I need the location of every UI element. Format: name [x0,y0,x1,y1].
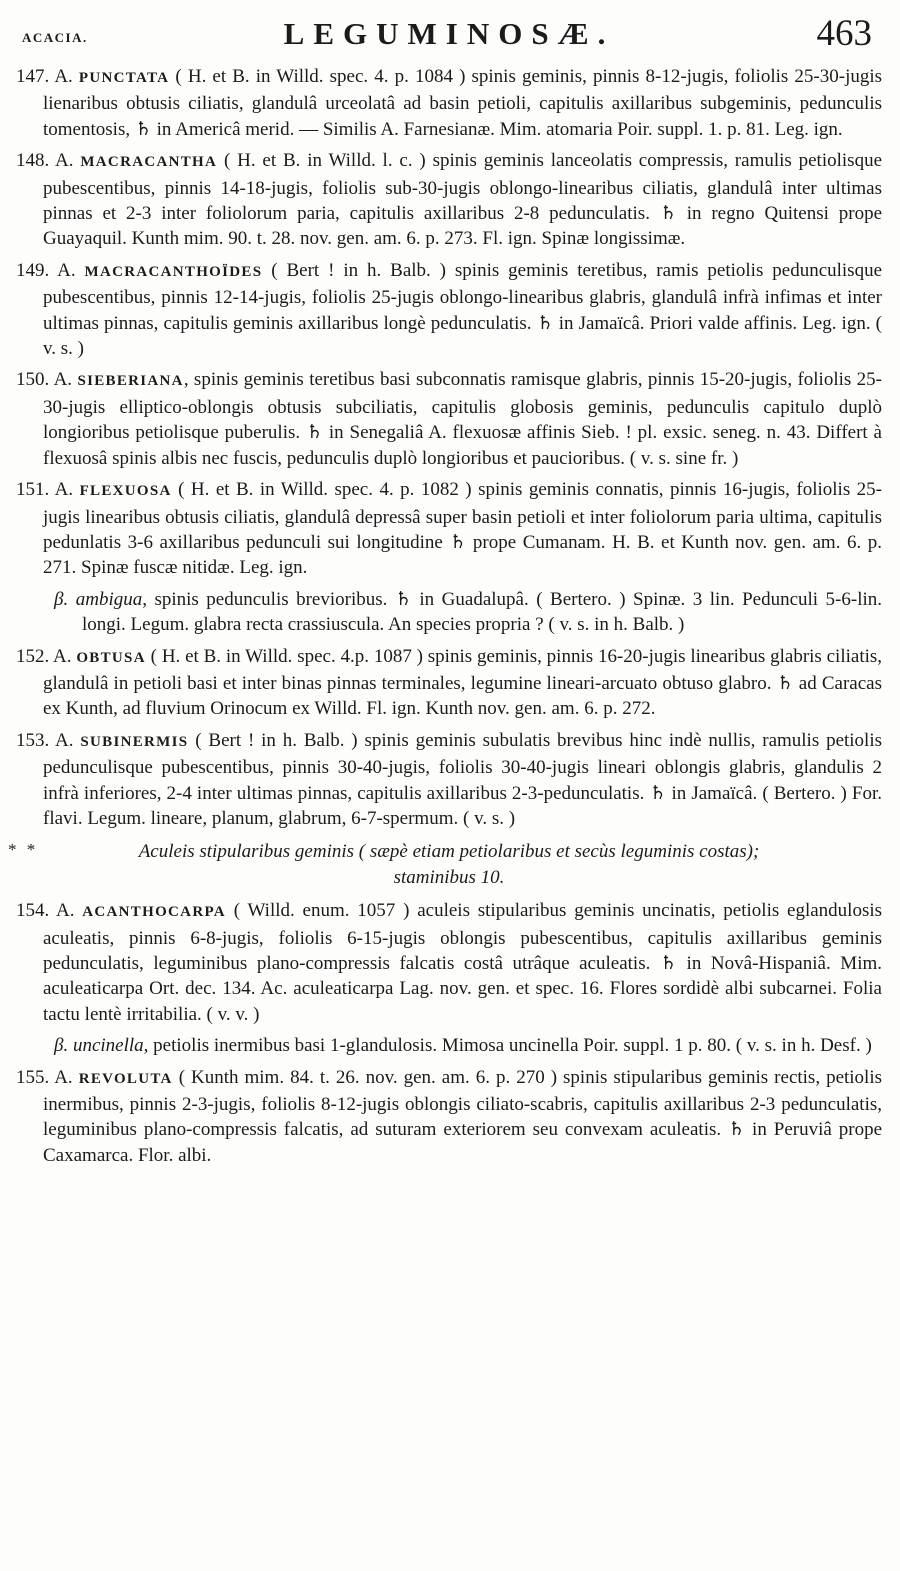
entry-number: 147. [16,66,50,87]
variant-entry-uncinella [16,1033,882,1058]
species-name: MACRACANTHA [80,154,218,171]
entry-number: 148. [16,150,50,172]
genus-abbrev: A. [56,900,75,922]
page-number: 463 [816,13,872,54]
entry-text: ( H. et B. in Willd. spec. 4.p. 1087 ) spinis geminis, pinnis 16-20-jugis linearibus glabris ciliatis, glandulâ in petioli basi et inter binas pinnas terminales, legumine lineari-arcuato obtuso glabro. ♄ ad Caracas ex Kunth, ad fluvium Orinocum ex Willd. Fl. ign. Kunth nov. gen. am. 6. p. 272. [43,645,883,720]
variant-entry-ambigua [16,587,882,638]
section-line-1: Aculeis stipularibus geminis ( sæpè etiam petiolaribus et secùs leguminis costas); [138,841,760,863]
species-entry-154 [16,898,882,1027]
genus-abbrev: A. [57,259,76,281]
entry-text: ( H. et B. in Willd. l. c. ) spinis geminis lanceolatis compressis, ramulis petiolisque pubescentibus, pinnis 14-18-jugis, foliolis sub-30-jugis oblongo-linearibus ciliatis, glandulâ inter ultimas pinnas et 2-3 inter foliolorum paria, capitulis axillaribus 2-8 pedunculatis. ♄ in regno Quitensi prope Guayaquil. Kunth mim. 90. t. 28. nov. gen. am. 6. p. 273. Fl. ign. Spinæ longissimæ. [43,150,883,250]
species-entry-148 [16,148,882,252]
entry-text: petiolis inermibus basi 1-glandulosis. Mimosa uncinella Poir. suppl. 1 p. 80. ( v. s. in h. Desf. ) [153,1035,872,1057]
entry-number: 151. [16,479,50,501]
entry-text: ( Bert ! in h. Balb. ) spinis geminis teretibus, ramis petiolis pedunculisque pubescentibus, pinnis 12-14-jugis, foliolis 25-jugis oblongo-linearibus glabris, glandulâ infrà infimas et inter ultimas pinnas, capitulis geminis axillaribus longè pedunculatis. ♄ in Jamaïcâ. Priori valde affinis. Leg. ign. ( v. s. ) [43,259,883,360]
variant-marker: β. [54,588,69,610]
species-entry-149 [16,258,882,362]
entry-text: ( H. et B. in Willd. spec. 4. p. 1084 ) spinis geminis, pinnis 8-12-jugis, foliolis 25-30-jugis lienaribus obtusis ciliatis, glandulâ urceolatâ ad basin petioli, capitulis axillaribus subgeminis, pedunculis tomentosis, ♄ in Americâ merid. — Similis A. Farnesianæ. Mim. atomaria Poir. suppl. 1. p. 81. Leg. ign. [43,66,883,140]
variant-name: ambigua, [75,588,147,610]
entry-text: spinis pedunculis brevioribus. ♄ in Guadalupâ. ( Bertero. ) Spinæ. 3 lin. Pedunculi 5-6-lin. longi. Legum. glabra recta crassiuscula. An species propria ? ( v. s. in h. Balb. ) [82,588,883,636]
entry-number: 153. [16,729,50,751]
entry-text: ( Kunth mim. 84. t. 26. nov. gen. am. 6. p. 270 ) spinis stipularibus geminis rectis, petiolis inermibus, pinnis 2-3-jugis, foliolis 8-12-jugis oblongis ciliato-scabris, capitulis axillaribus 2-3 pedunculatis, leguminibus plano-compressis falcatis, ad suturam exteriorem seu convexam aculeatis. ♄ in Peruviâ prope Caxamarca. Flor. albi. [43,1066,883,1166]
species-name: SUBINERMIS [80,733,189,750]
genus-abbrev: A. [55,150,74,172]
entry-number: 149. [16,259,50,281]
section-marker: * * [8,840,39,860]
entry-text: ( Bert ! in h. Balb. ) spinis geminis subulatis brevibus hinc indè nullis, ramulis petiolis pedunculisque pubescentibus, pinnis 30-40-jugis, foliolis 30-40-jugis lineari oblongis glabris, glandulis 2 infrà inferiores, 2-4 inter ultimas pinnas, capitulis axillaribus 2-3-pedunculatis. ♄ in Jamaïcâ. ( Bertero. ) For. flavi. Legum. lineare, planum, glabrum, 6-7-spermum. ( v. s. ) [43,729,883,829]
entry-number: 154. [16,900,50,922]
genus-abbrev: A. [55,729,74,751]
genus-abbrev: A. [54,1066,73,1088]
page-header [16,0,882,64]
species-entry-155 [16,1065,882,1169]
running-head: ACACIA. [22,30,88,45]
genus-abbrev: A. [53,645,72,667]
species-name: FLEXUOSA [79,483,172,500]
species-name: ACANTHOCARPA [82,904,226,921]
species-entry-150 [16,367,882,471]
entry-text: , spinis geminis teretibus basi subconnatis ramisque glabris, pinnis 15-20-jugis, foliolis 25-30-jugis elliptico-oblongis obtusis subciliatis, capitulis globosis geminis, pedunculis capitulo duplò longioribus petiolisque puberulis. ♄ in Senegaliâ A. flexuosæ affinis Sieb. ! pl. exsic. seneg. n. 43. Differt à flexuosâ spinis albis nec fuscis, pedunculis duplò longioribus et paucioribus. ( v. s. sine fr. ) [43,369,882,469]
species-entry-152 [16,644,882,722]
species-entry-151 [16,477,882,581]
variant-marker: β. [54,1035,69,1057]
entry-text: ( H. et B. in Willd. spec. 4. p. 1082 ) spinis geminis connatis, pinnis 16-jugis, foliolis 25-jugis linearibus obtusis ciliatis, glandulâ depressâ super basin petioli et inter foliolorum paria ultima, capitulis pedunlatis 3-6 axillaribus pedunculi sui longitudine ♄ prope Cumanam. H. B. et Kunth nov. gen. am. 6. p. 271. Spinæ fuscæ nitidæ. Leg. ign. [43,479,883,579]
variant-name: uncinella, [72,1035,149,1057]
species-name: PUNCTATA [78,70,170,86]
entry-number: 155. [16,1066,50,1088]
species-entry-147 [16,64,882,142]
species-name: OBTUSA [76,649,146,666]
species-name: SIEBERIANA [77,373,184,390]
section-line-2: staminibus 10. [393,866,505,888]
page-body [8,64,883,1168]
species-name: MACRACANTHOÏDES [84,263,263,280]
section-heading [8,839,882,890]
species-entry-153 [16,728,882,832]
genus-abbrev: A. [54,66,73,87]
species-name: REVOLUTA [78,1070,173,1087]
genus-abbrev: A. [53,369,73,391]
entry-text: ( Willd. enum. 1057 ) aculeis stipularibus geminis uncinatis, petiolis eglandulosis aculeatis, pinnis 6-8-jugis, foliolis 6-15-jugis oblongis pubescentibus, capitulis axillaribus geminis pedunculatis, leguminibus plano-compressis falcatis costâ utrâque aculeatis. ♄ in Novâ-Hispaniâ. Mim. aculeaticarpa Ort. dec. 134. Ac. aculeaticarpa Lag. nov. gen. et spec. 16. Flores sordidè albi subcarnei. Folia tactu lentè irritabilia. ( v. v. ) [43,900,883,1025]
page-title: LEGUMINOSÆ. [283,16,615,51]
entry-number: 150. [16,369,50,391]
entry-number: 152. [16,645,50,667]
genus-abbrev: A. [54,479,74,501]
